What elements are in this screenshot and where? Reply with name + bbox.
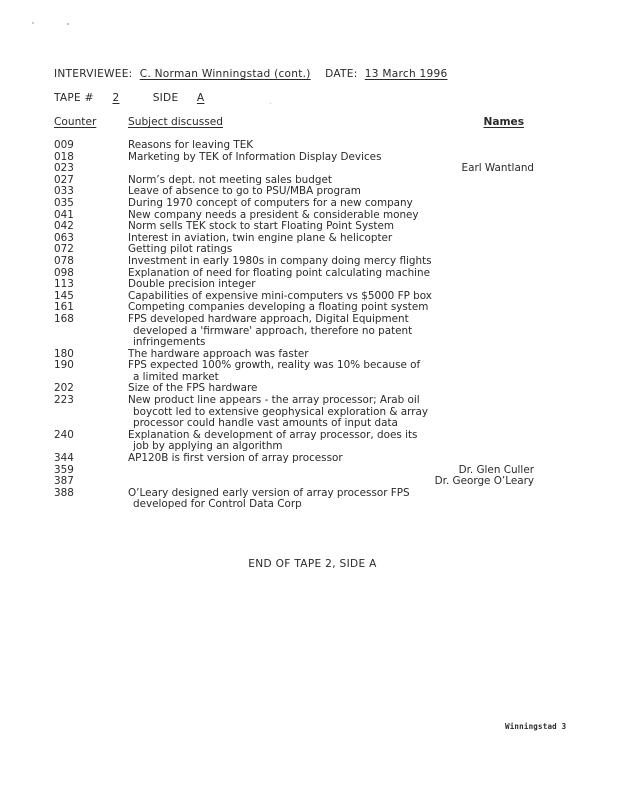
entry-counter: 387 [54,475,74,488]
tape-value: 2 [112,92,120,104]
entry-counter: 063 [54,231,74,244]
entry-subject [128,465,488,477]
side-value: A [196,92,205,104]
counter-column-header: Counter [54,116,97,128]
entry-subject-line: job by applying an algorithm [133,440,283,453]
entry-subject-line: Norm’s dept. not meeting sales budget [128,173,332,186]
entry-counter: 113 [54,278,74,291]
entry-subject-line: boycott led to extensive geophysical exploration & array [133,405,429,418]
entry-subject [128,488,488,511]
entry-row [54,453,534,465]
entry-subject-line: Capabilities of expensive mini-computers vs $5000 FP box [128,289,432,302]
entry-subject [128,314,488,349]
entry-subject-line: developed for Control Data Corp [133,498,302,511]
entry-row [54,360,534,383]
entry-subject-line: Double precision integer [128,278,256,291]
entry-subject-line: The hardware approach was faster [128,347,309,360]
names-column-header: Names [483,116,524,128]
entry-counter: 072 [54,243,74,256]
entry-subject [128,430,488,453]
entry-counter: 009 [54,139,74,151]
entry-counter: 145 [54,289,74,302]
interviewee-line [54,68,448,80]
entry-subject-line: Getting pilot ratings [128,243,233,256]
entry-counter: 027 [54,173,74,186]
entry-row [54,279,534,291]
entry-subject-line [128,465,488,477]
entry-subject-line: infringements [133,336,206,349]
scan-speck [67,23,69,25]
entry-subject [128,256,488,268]
entry-subject-line: Investment in early 1980s in company doing mercy flights [128,254,432,267]
entry-counter: 168 [54,312,74,325]
column-headers [54,116,532,130]
entry-subject-line: FPS developed hardware approach, Digital Equipment [128,312,409,325]
entry-subject-line: O’Leary designed early version of array processor FPS [128,486,410,499]
subject-column-header: Subject discussed [128,116,223,128]
entry-row [54,430,534,453]
entry-name: Earl Wantland [461,162,534,175]
entry-subject-line: Competing companies developing a floating point system [128,301,429,314]
entry-subject-line: During 1970 concept of computers for a new company [128,196,413,209]
entry-counter: 098 [54,266,74,279]
side-label: SIDE [152,92,179,104]
entry-subject-line: a limited market [133,370,219,383]
interviewee-value: C. Norman Winningstad (cont.) [139,68,311,80]
entry-subject-line: Explanation of need for floating point calculating machine [128,266,431,279]
entry-row [54,256,534,268]
entry-subject-line: Marketing by TEK of Information Display Devices [128,150,382,163]
entry-row [54,221,534,233]
entry-counter: 190 [54,359,74,372]
entry-subject [128,140,488,152]
entry-counter: 240 [54,428,74,441]
entry-subject-line: Leave of absence to go to PSU/MBA program [128,185,361,198]
page-footer: Winningstad 3 [505,722,567,731]
entry-counter: 388 [54,486,74,499]
entry-subject-line: developed a 'firmware' approach, therefore no patent [133,324,413,337]
tape-label: TAPE # [54,92,94,104]
entry-counter: 161 [54,301,74,314]
entry-counter: 042 [54,220,74,233]
entry-counter: 041 [54,208,74,221]
entry-counter: 033 [54,185,74,198]
entry-subject-line: Reasons for leaving TEK [128,139,254,151]
entry-counter: 180 [54,347,74,360]
entry-name: Dr. Glen Culler [458,463,534,476]
entry-subject-line: Interest in aviation, twin engine plane & helicopter [128,231,393,244]
scan-speck [270,103,271,104]
entry-row [54,140,534,152]
date-label: DATE: [325,68,358,80]
entry-subject [128,198,488,210]
entry-counter: 202 [54,382,74,395]
entry-row [54,488,534,511]
entry-counter: 035 [54,196,74,209]
entry-counter: 223 [54,394,74,407]
entry-subject [128,360,488,383]
entry-counter: 344 [54,452,74,465]
entry-subject-line: New company needs a president & considerable money [128,208,419,221]
entry-row [54,233,534,245]
entry-subject [128,395,488,430]
entry-counter: 078 [54,254,74,267]
entry-row [54,268,534,280]
tape-line [54,92,216,104]
end-note: END OF TAPE 2, SIDE A [248,558,377,570]
entry-row [54,198,534,210]
entry-subject-line: Size of the FPS hardware [128,382,258,395]
entry-subject-line: FPS expected 100% growth, reality was 10% because of [128,359,421,372]
entry-counter: 359 [54,463,74,476]
entry-subject-line: Norm sells TEK stock to start Floating Point System [128,220,394,233]
entry-subject-line: Explanation & development of array processor, does its [128,428,418,441]
entry-name: Dr. George O’Leary [434,475,534,488]
entry-subject-line: processor could handle vast amounts of input data [133,417,398,430]
entry-subject [128,279,488,291]
entry-subject [128,221,488,233]
entry-row [54,314,534,349]
date-value: 13 March 1996 [364,68,448,80]
entry-subject [128,152,488,164]
entries-list [54,140,534,511]
entry-subject-line: AP120B is first version of array processor [128,452,343,465]
entry-row [54,395,534,430]
interviewee-label: INTERVIEWEE: [54,68,133,80]
entry-counter: 023 [54,162,74,175]
entry-subject [128,453,488,465]
entry-subject-line: New product line appears - the array processor; Arab oil [128,394,420,407]
entry-counter: 018 [54,150,74,163]
scan-speck [32,22,34,24]
